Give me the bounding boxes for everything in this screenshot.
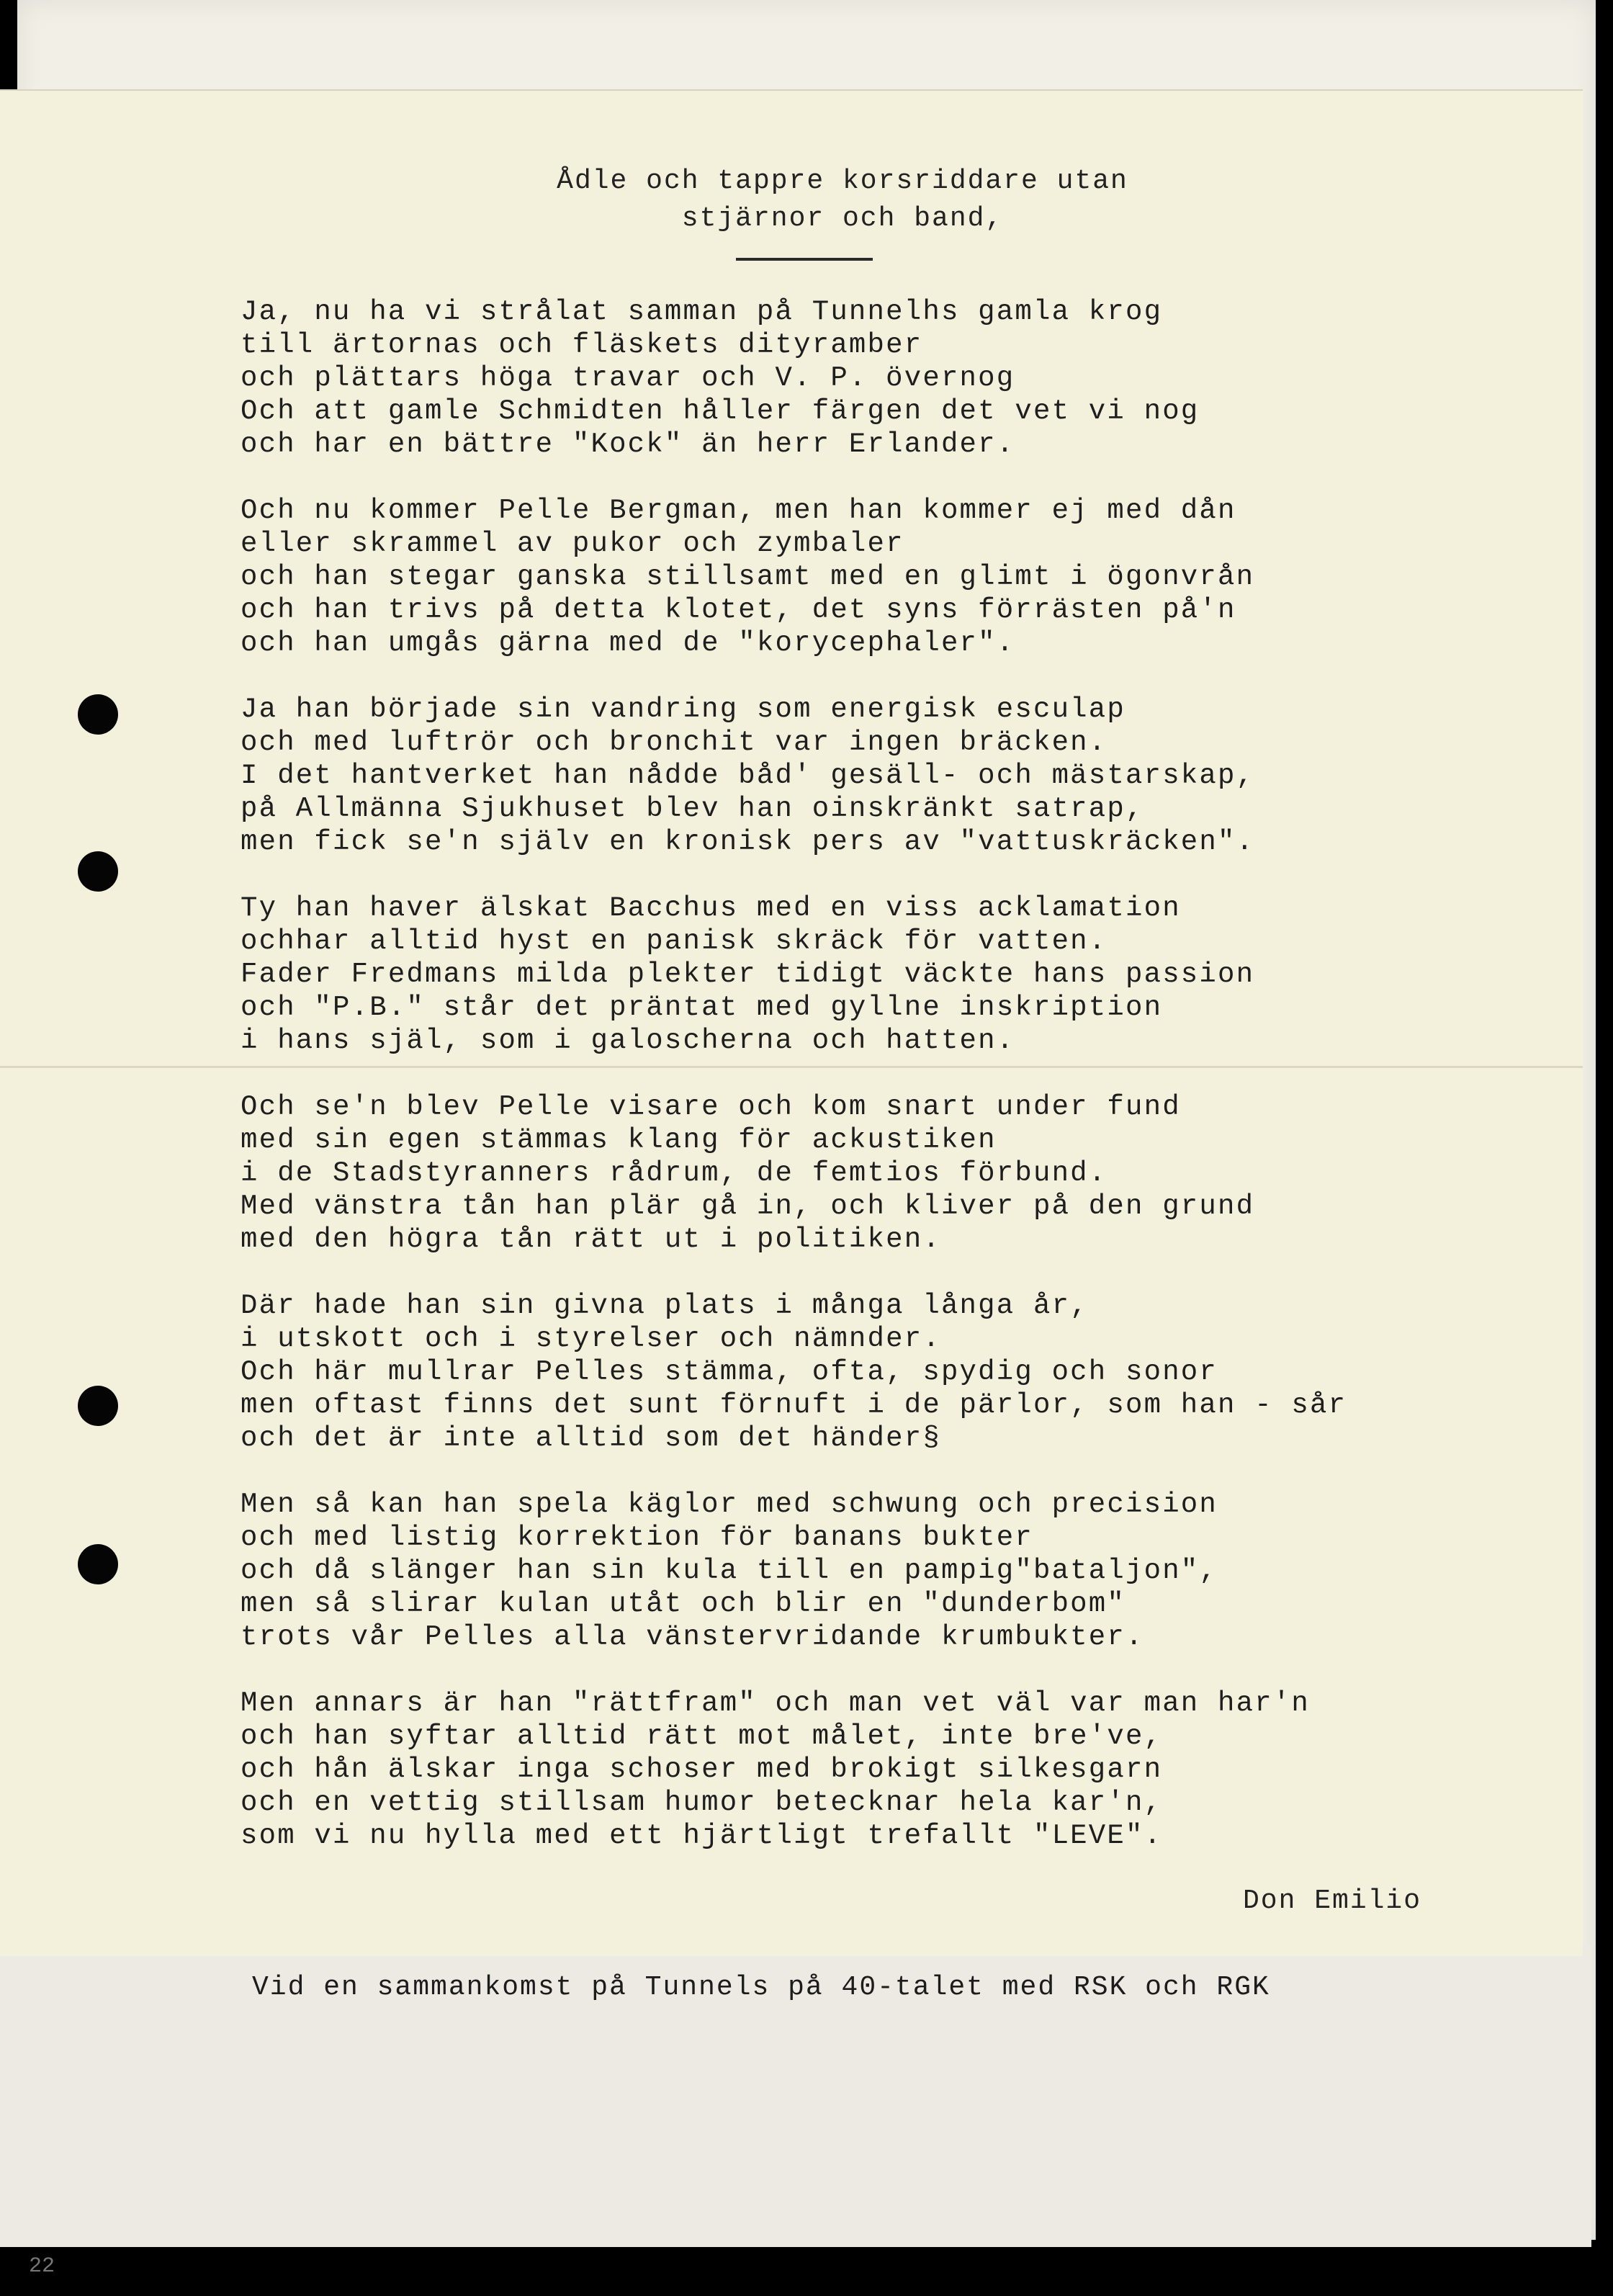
punch-hole: [78, 1386, 118, 1426]
poem-body: [241, 295, 1450, 1885]
punch-hole: [78, 1544, 118, 1584]
title-rule: [736, 258, 873, 261]
title-line-1: Ådle och tappre korsriddare utan: [557, 166, 1128, 197]
poem-line: och då slänger han sin kula till en pampig"bataljon",: [241, 1555, 1218, 1587]
stanza: [241, 1488, 1450, 1654]
poem-line: Och se'n blev Pelle visare och kom snart under fund: [241, 1091, 1181, 1123]
poem-line: Och här mullrar Pelles stämma, ofta, spydig och sonor: [241, 1356, 1218, 1388]
poem-line: och har en bättre "Kock" än herr Erlander.: [241, 429, 1015, 460]
poem-line: som vi nu hylla med ett hjärtligt trefallt "LEVE".: [241, 1820, 1163, 1852]
poem-title: [410, 163, 1275, 238]
poem-line: men så slirar kulan utåt och blir en "dunderbom": [241, 1588, 1125, 1620]
poem-line: till ärtornas och fläskets dityramber: [241, 329, 923, 361]
poem-line: i de Stadstyranners rådrum, de femtios förbund.: [241, 1157, 1107, 1189]
poem-line: och det är inte alltid som det händer§: [241, 1422, 941, 1454]
poem-line: och en vettig stillsam humor betecknar hela kar'n,: [241, 1787, 1163, 1819]
stanza: [241, 892, 1450, 1057]
poem-line: med den högra tån rätt ut i politiken.: [241, 1224, 941, 1255]
poem-line: och plättars höga travar och V. P. övernog: [241, 362, 1015, 394]
stanza: [241, 1687, 1450, 1852]
poem-line: Med vänstra tån han plär gå in, och kliver på den grund: [241, 1190, 1255, 1222]
poem-line: och "P.B." står det präntat med gyllne inskription: [241, 992, 1163, 1023]
stanza: [241, 295, 1450, 461]
poem-line: och han trivs på detta klotet, det syns förrästen på'n: [241, 594, 1236, 626]
stanza: [241, 494, 1450, 660]
poem-line: Där hade han sin givna plats i många långa år,: [241, 1290, 1089, 1322]
poem-line: i utskott och i styrelser och nämnder.: [241, 1323, 941, 1355]
poem-line: och med listig korrektion för banans bukter: [241, 1522, 1033, 1553]
stanza: [241, 1090, 1450, 1256]
poem-line: i hans själ, som i galoscherna och hatten.: [241, 1025, 1015, 1057]
poem-line: och han stegar ganska stillsamt med en glimt i ögonvrån: [241, 561, 1255, 593]
poem-line: och han umgås gärna med de "korycephaler".: [241, 627, 1015, 659]
stanza: [241, 1289, 1450, 1455]
poem-line: Fader Fredmans milda plekter tidigt väckte hans passion: [241, 959, 1255, 990]
caption: Vid en sammankomst på Tunnels på 40-talet med RSK och RGK: [252, 1972, 1270, 2003]
poem-line: Ty han haver älskat Bacchus med en viss acklamation: [241, 892, 1181, 924]
poem-line: Och nu kommer Pelle Bergman, men han kommer ej med dån: [241, 495, 1236, 526]
stanza: [241, 693, 1450, 858]
poem-line: Ja, nu ha vi strålat samman på Tunnelhs gamla krog: [241, 296, 1163, 328]
page-number: 22: [29, 2254, 55, 2279]
poem-line: ochhar alltid hyst en panisk skräck för vatten.: [241, 925, 1107, 957]
title-line-2: stjärnor och band,: [681, 203, 1004, 234]
poem-line: med sin egen stämmas klang för ackustiken: [241, 1124, 997, 1156]
poem-line: och hån älskar inga schoser med brokigt silkesgarn: [241, 1754, 1163, 1785]
poem-line: och med luftrör och bronchit var ingen bräcken.: [241, 727, 1107, 758]
punch-hole: [78, 851, 118, 892]
poem-line: Men annars är han "rättfram" och man vet väl var man har'n: [241, 1687, 1311, 1719]
poem-line: eller skrammel av pukor och zymbaler: [241, 528, 904, 560]
poem-line: I det hantverket han nådde båd' gesäll- och mästarskap,: [241, 760, 1255, 792]
poem-line: men fick se'n själv en kronisk pers av "vattuskräcken".: [241, 826, 1255, 858]
poem-line: på Allmänna Sjukhuset blev han oinskränkt satrap,: [241, 793, 1144, 825]
poem-line: Men så kan han spela käglor med schwung och precision: [241, 1489, 1218, 1520]
punch-hole: [78, 694, 118, 735]
poem-line: och han syftar alltid rätt mot målet, inte bre've,: [241, 1721, 1163, 1752]
poem-line: trots vår Pelles alla vänstervridande krumbukter.: [241, 1621, 1144, 1653]
poem-line: men oftast finns det sunt förnuft i de pärlor, som han - sår: [241, 1389, 1347, 1421]
poem-line: Och att gamle Schmidten håller färgen det vet vi nog: [241, 395, 1200, 427]
poem-line: Ja han började sin vandring som energisk esculap: [241, 694, 1125, 725]
signature: Don Emilio: [1243, 1885, 1422, 1916]
